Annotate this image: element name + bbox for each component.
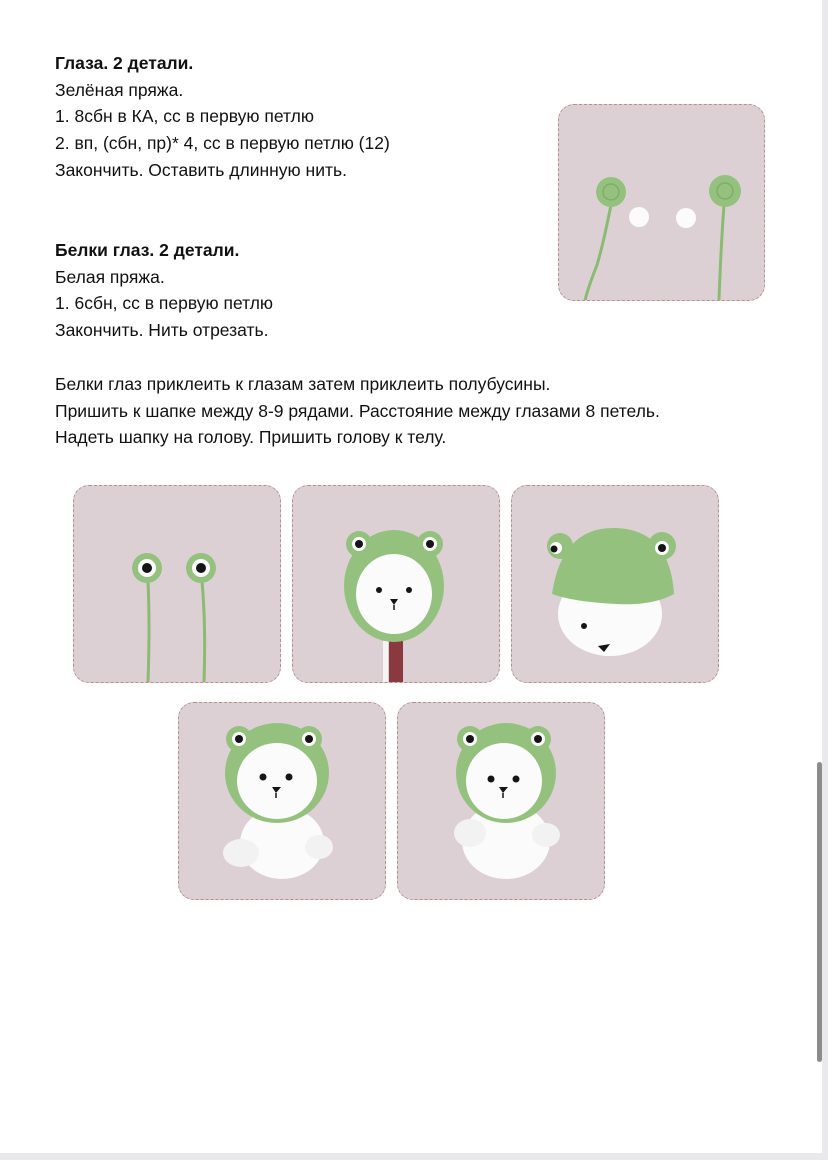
whites-line: 1. 6сбн, сс в первую петлю bbox=[55, 293, 274, 314]
bear-finished-photo bbox=[397, 702, 605, 900]
hat-front-photo bbox=[292, 485, 500, 683]
whites-section bbox=[55, 237, 273, 344]
assembly-line: Надеть шапку на голову. Пришить голову к телу. bbox=[55, 427, 447, 448]
bear-front-photo bbox=[178, 702, 386, 900]
page-edge bbox=[0, 1153, 828, 1160]
eye-parts-photo bbox=[558, 104, 765, 301]
eyes-section bbox=[55, 50, 390, 184]
assembly-section bbox=[55, 371, 660, 451]
assembly-line: Пришить к шапке между 8-9 рядами. Расстояние между глазами 8 петель. bbox=[55, 400, 660, 421]
eyes-line: Закончить. Оставить длинную нить. bbox=[55, 159, 347, 180]
whites-line: Белая пряжа. bbox=[55, 266, 165, 287]
eyes-section-title: Глаза. 2 детали. bbox=[55, 53, 194, 73]
whites-section-title: Белки глаз. 2 детали. bbox=[55, 240, 240, 260]
eyes-line: 1. 8сбн в КА, сс в первую петлю bbox=[55, 106, 314, 127]
whites-line: Закончить. Нить отрезать. bbox=[55, 320, 269, 341]
page-edge bbox=[822, 0, 828, 1160]
vertical-scrollbar[interactable] bbox=[817, 762, 822, 1062]
assembly-line: Белки глаз приклеить к глазам затем приклеить полубусины. bbox=[55, 374, 551, 394]
hat-side-photo bbox=[511, 485, 719, 683]
eyes-line: Зелёная пряжа. bbox=[55, 79, 184, 100]
eyes-assembled-photo bbox=[73, 485, 281, 683]
eyes-line: 2. вп, (сбн, пр)* 4, сс в первую петлю (12) bbox=[55, 133, 390, 154]
